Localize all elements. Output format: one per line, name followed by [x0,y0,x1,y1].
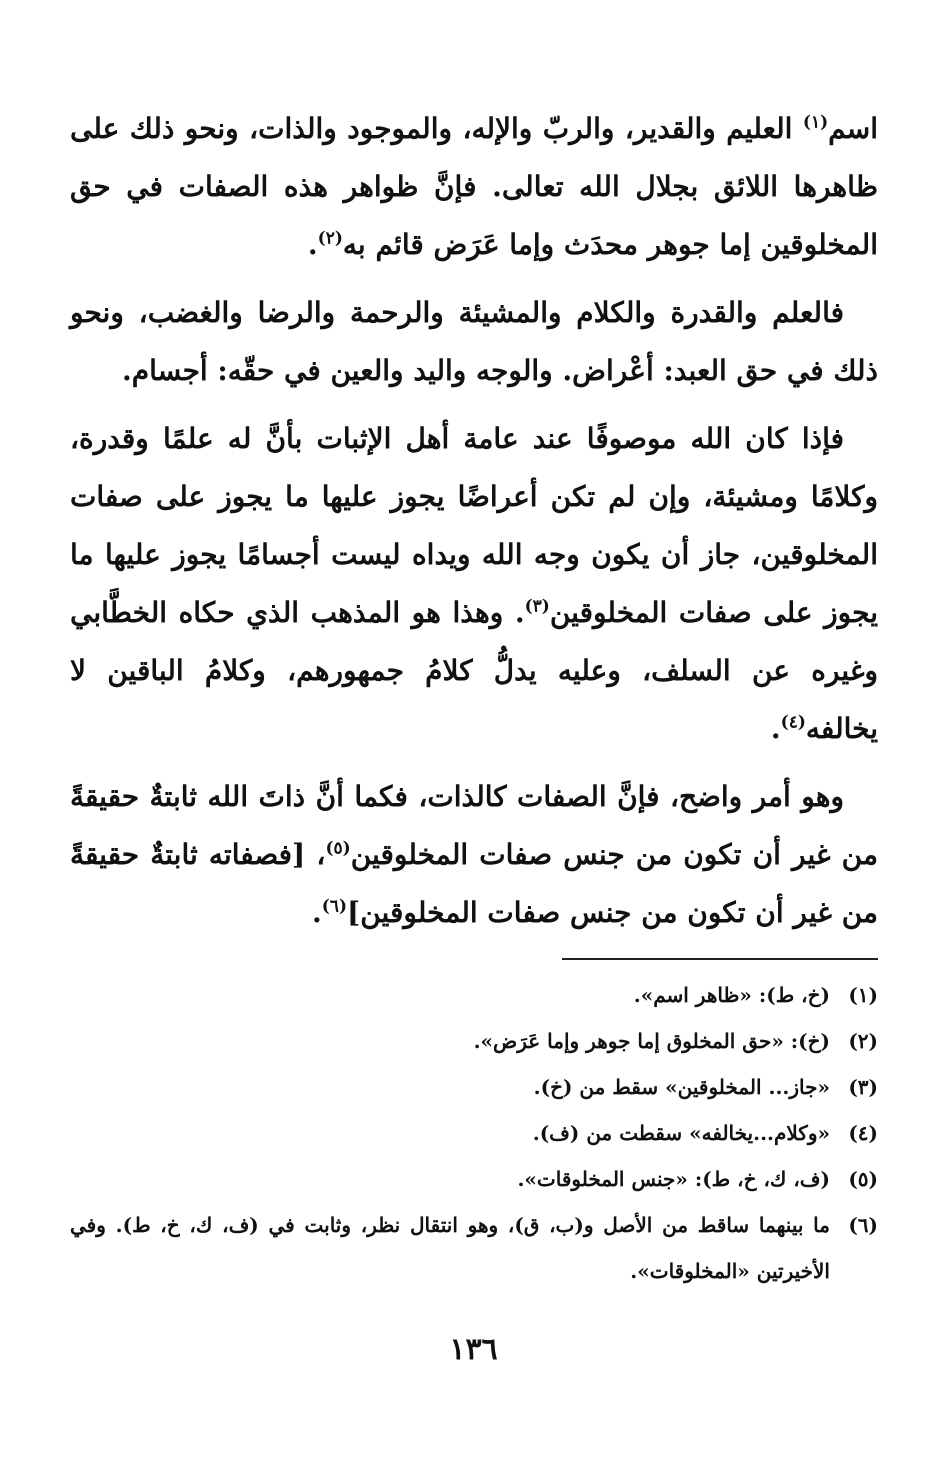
footnote-6 [70,1202,878,1294]
footnote-2 [70,1018,878,1064]
footnote-3 [70,1064,878,1110]
footnote-ref-5: (٥) [325,838,351,859]
paragraph-2 [70,284,878,400]
text-run: . [770,712,781,745]
footnote-separator [562,958,878,960]
paragraph-3 [70,410,878,758]
footnote-number: (٥) [848,1167,878,1191]
text-run: . [312,896,322,929]
page-number: ١٣٦ [449,1332,498,1367]
footnote-5 [70,1156,878,1202]
footnote-text: «وكلام...يخالفه» سقطت من (ف). [532,1121,830,1145]
footnote-1 [70,972,878,1018]
footnote-ref-6: (٦) [321,896,347,917]
footnote-text: (ف، ك، خ، ط): «جنس المخلوقات». [517,1167,830,1191]
text-run: . وهذا هو المذهب الذي حكاه الخطَّابي وغيره عن السلف، وعليه يدلُّ كلامُ جمهورهم، وكلامُ الباقين لا يخالفه [70,596,878,745]
footnote-number: (٢) [848,1029,878,1053]
footnote-text: (خ): «حق المخلوق إما جوهر وإما عَرَض». [473,1029,830,1053]
footnote-ref-4: (٤) [780,712,806,733]
text-run: فإذا كان الله موصوفًا عند عامة أهل الإثبات بأنَّ له علمًا وقدرة، وكلامًا ومشيئة، وإن لم تكن أعراضًا يجوز عليها ما يجوز على صفات المخلوقين، جاز أن يكون وجه الله ويداه ليست أجسامًا يجوز عليها ما يجوز على صفات المخلوقين [70,422,878,629]
footnote-number: (٤) [848,1121,878,1145]
text-run: وهو أمر واضح، فإنَّ الصفات كالذات، فكما أنَّ ذاتَ الله ثابتةٌ حقيقةً من غير أن تكون من جنس صفات المخلوقين [70,780,878,871]
footnote-ref-1: (١) [802,112,829,133]
text-run: . [307,228,318,261]
text-run: العليم والقدير، والربّ والإله، والموجود والذات، ونحو ذلك على ظاهرها اللائق بجلال الله تعالى. فإنَّ ظواهر هذه الصفات في حق المخلوقين إما جوهر محدَث وإما عَرَض قائم به [70,112,878,261]
text-run: ، [فصفاته ثابتةٌ حقيقةً من غير أن تكون من جنس صفات المخلوقين] [70,838,878,929]
text-run: اسم [828,112,878,145]
text-run: فالعلم والقدرة والكلام والمشيئة والرحمة والرضا والغضب، ونحو ذلك في حق العبد: أعْراض. والوجه واليد والعين في حقّه: أجسام. [70,296,878,387]
footnote-text: ما بينهما ساقط من الأصل و(ب، ق)، وهو انتقال نظر، وثابت في (ف، ك، خ، ط). وفي الأخيرتين «المخلوقات». [70,1213,830,1283]
footnote-number: (٦) [848,1213,878,1237]
footnotes-list [70,972,878,1294]
paragraph-4 [70,768,878,942]
footnote-text: (خ، ط): «ظاهر اسم». [633,983,830,1007]
footnote-text: «جاز... المخلوقين» سقط من (خ). [533,1075,830,1099]
footnote-ref-2: (٢) [317,228,343,249]
footnote-ref-3: (٣) [524,596,550,617]
footnote-number: (١) [848,983,878,1007]
footnote-4 [70,1110,878,1156]
footnote-number: (٣) [848,1075,878,1099]
main-text [70,100,878,952]
paragraph-1 [70,100,878,274]
